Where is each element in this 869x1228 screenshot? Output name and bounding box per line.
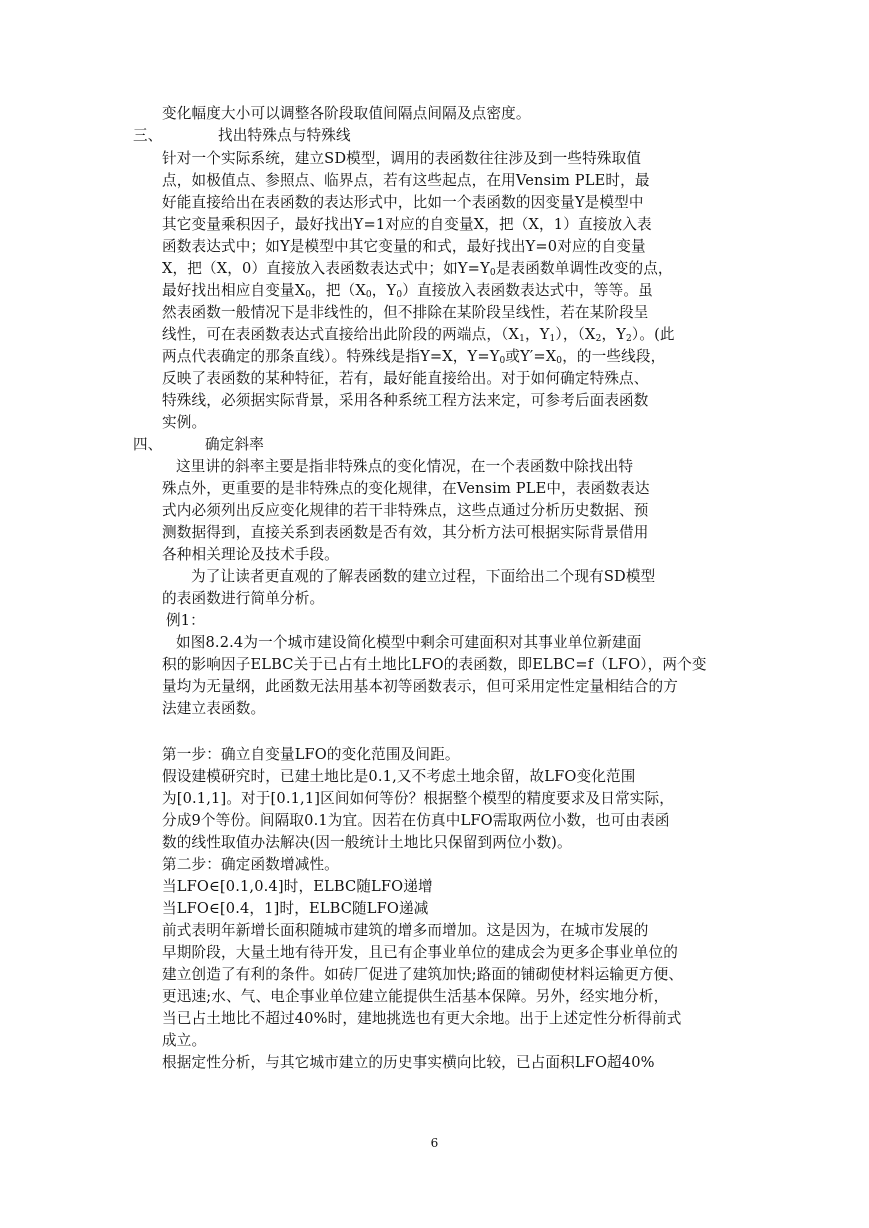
text-line: 当LFO∈[0.1,0.4]时，ELBC随LFO递增 <box>162 878 433 895</box>
text-line: 数的线性取值办法解决(因一般统计土地比只保留到两位小数)。 <box>162 834 572 851</box>
text-line <box>162 346 665 368</box>
text-line: 量均为无量纲，此函数无法用基本初等函数表示，但可采用定性定量相结合的方 <box>162 678 679 695</box>
subscript: 0 <box>499 356 506 366</box>
subscript: 0 <box>556 356 563 366</box>
text-line: 分成9个等份。间隔取0.1为宜。因若在仿真中LFO需取两位小数，也可由表函 <box>162 812 670 829</box>
text-segment: ，Y <box>524 326 550 343</box>
text-segment: ，的一些线段， <box>562 348 666 365</box>
text-line: 前式表明年新增长面积随城市建筑的增多而增加。这是因为，在城市发展的 <box>162 922 649 939</box>
text-line: 式内必须列出反应变化规律的若干非特殊点，这些点通过分析历史数据、预 <box>162 502 649 519</box>
text-line: 这里讲的斜率主要是指非特殊点的变化情况，在一个表函数中除找出特 <box>176 458 634 475</box>
section-heading: 找出特殊点与特殊线 <box>218 127 351 144</box>
text-segment: X，把（X，0）直接放入表函数表达式中；如Y=Y <box>162 260 490 277</box>
page-number: 6 <box>430 1136 439 1150</box>
subscript: 0 <box>365 290 372 300</box>
text-line: 如图8.2.4为一个城市建设简化模型中剩余可建面积对其事业单位新建面 <box>176 634 642 651</box>
text-segment: 两点代表确定的那条直线）。特殊线是指Y=X，Y=Y <box>162 348 500 365</box>
text-line: 的表函数进行简单分析。 <box>162 590 325 607</box>
text-line: 当已占土地比不超过40%时，建地挑选也有更大余地。出于上述定性分析得前式 <box>162 1010 682 1027</box>
text-line: 积的影响因子ELBC关于已占有土地比LFO的表函数，即ELBC=f（LFO），两个变 <box>162 656 707 673</box>
text-line: 建立创造了有利的条件。如砖厂促进了建筑加快;路面的铺砌使材料运输更方便、 <box>162 966 684 983</box>
text-line <box>162 280 653 302</box>
text-line: 测数据得到，直接关系到表函数是否有效，其分析方法可根据实际背景借用 <box>162 524 649 541</box>
text-segment: ）。(此 <box>631 326 675 343</box>
text-segment: ），（X <box>555 326 596 343</box>
text-segment: ，Y <box>601 326 626 343</box>
text-line: 更迅速;水、气、电企事业单位建立能提供生活基本保障。另外，经实地分析， <box>162 988 669 1005</box>
text-segment: 或Y′=X <box>505 348 557 365</box>
subscript: 0 <box>396 290 403 300</box>
text-line: 点，如极值点、参照点、临界点，若有这些起点，在用Vensim PLE时，最 <box>162 172 650 189</box>
text-line <box>162 258 673 280</box>
subscript: 0 <box>489 268 496 278</box>
text-line: 第一步：确立自变量LFO的变化范围及间距。 <box>162 746 460 763</box>
text-line: 然表函数一般情况下是非线性的，但不排除在某阶段呈线性，若在某阶段呈 <box>162 304 649 321</box>
text-line: 法建立表函数。 <box>162 700 266 717</box>
section-heading: 确定斜率 <box>205 436 264 453</box>
text-line: 反映了表函数的某种特征，若有，最好能直接给出。对于如何确定特殊点、 <box>162 370 649 387</box>
text-line: 例1： <box>166 612 205 629</box>
subscript: 2 <box>626 334 632 344</box>
text-line: 假设建模研究时，已建土地比是0.1,又不考虑土地余留，故LFO变化范围 <box>162 768 636 785</box>
text-line: 变化幅度大小可以调整各阶段取值间隔点间隔及点密度。 <box>162 105 531 122</box>
text-line <box>162 324 675 346</box>
text-line: 针对一个实际系统，建立SD模型，调用的表函数往往涉及到一些特殊取值 <box>162 150 642 167</box>
section-number: 四、 <box>133 436 163 453</box>
text-line: 早期阶段，大量土地有待开发，且已有企事业单位的建成会为更多企事业单位的 <box>162 944 679 961</box>
text-line: 好能直接给出在表函数的表达形式中，比如一个表函数的因变量Y是模型中 <box>162 194 644 211</box>
text-line: 根据定性分析，与其它城市建立的历史事实横向比较，已占面积LFO超40% <box>162 1054 655 1071</box>
section-number: 三、 <box>133 127 163 144</box>
text-line: 特殊线，必须据实际背景，采用各种系统工程方法来定，可参考后面表函数 <box>162 392 649 409</box>
subscript: 2 <box>595 334 602 344</box>
text-line: 成立。 <box>162 1032 207 1049</box>
text-segment: ，把（X <box>311 282 366 299</box>
text-segment: ）直接放入表函数表达式中，等等。虽 <box>402 282 653 299</box>
text-segment: 是表函数单调性改变的点， <box>495 260 673 277</box>
text-line: 为[0.1,1]。对于[0.1,1]区间如何等份？根据整个模型的精度要求及日常实际， <box>162 790 674 807</box>
text-line: 为了让读者更直观的了解表函数的建立过程，下面给出二个现有SD模型 <box>191 568 656 585</box>
text-line: 当LFO∈[0.4，1]时，ELBC随LFO递减 <box>162 900 429 917</box>
text-line: 其它变量乘积因子，最好找出Y=1对应的自变量X，把（X，1）直接放入表 <box>162 216 652 233</box>
text-line: 实例。 <box>162 414 207 431</box>
text-line: 各种相关理论及技术手段。 <box>162 546 339 563</box>
subscript: 1 <box>519 334 525 344</box>
subscript: 1 <box>549 334 556 344</box>
text-line: 函数表达式中；如Y是模型中其它变量的和式，最好找出Y=0对应的自变量 <box>162 238 646 255</box>
text-segment: 最好找出相应自变量X <box>162 282 306 299</box>
subscript: 0 <box>305 290 312 300</box>
text-line: 殊点外，更重要的是非特殊点的变化规律，在Vensim PLE中，表函数表达 <box>162 480 650 497</box>
text-line: 第二步：确定函数增减性。 <box>162 856 339 873</box>
text-segment: ，Y <box>371 282 397 299</box>
text-segment: 线性，可在表函数表达式直接给出此阶段的两端点，（X <box>162 326 520 343</box>
